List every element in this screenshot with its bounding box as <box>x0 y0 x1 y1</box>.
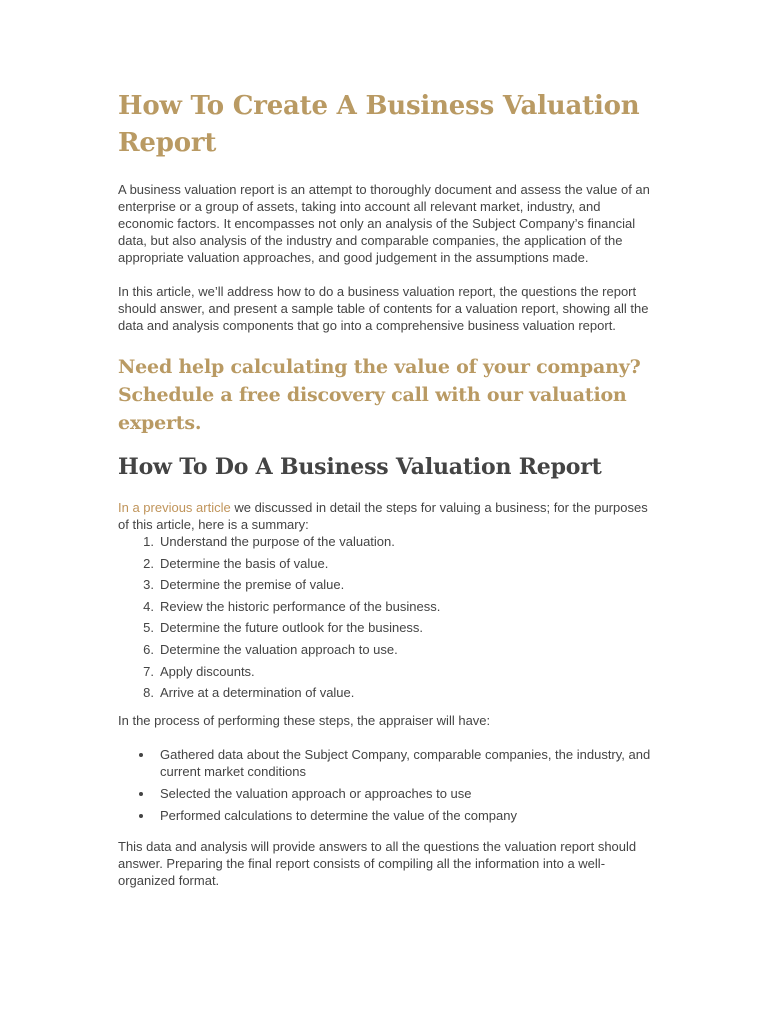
summary-text: we discussed in detail the steps for valuing a business; for the purposes of this article, here is a summary: <box>118 500 648 532</box>
bullet-item: Selected the valuation approach or approaches to use <box>160 785 658 802</box>
summary-paragraph <box>118 499 658 533</box>
closing-paragraph: This data and analysis will provide answers to all the questions the valuation report should answer. Preparing the final report consists of compiling all the information into a well-organized format. <box>118 839 637 889</box>
intro-paragraph-2: In this article, we’ll address how to do a business valuation report, the questions the report should answer, and present a sample table of contents for a valuation report, showing all the data and analysis components that go into a comprehensive business valuation report. <box>118 284 649 333</box>
step-item: Arrive at a determination of value. <box>160 685 355 701</box>
callout-heading[interactable]: Need help calculating the value of your company? Schedule a free discovery call with our valuation experts. <box>118 356 641 434</box>
bullet-item: Performed calculations to determine the value of the company <box>160 807 658 824</box>
previous-article-link[interactable]: In a previous article <box>118 500 231 515</box>
step-item: Determine the future outlook for the business. <box>160 620 424 636</box>
step-item: Determine the premise of value. <box>160 577 345 593</box>
step-item: Determine the valuation approach to use. <box>160 641 398 657</box>
step-item: Understand the purpose of the valuation. <box>160 534 395 549</box>
process-intro: In the process of performing these steps, the appraiser will have: <box>118 713 491 729</box>
step-item: Review the historic performance of the business. <box>160 598 441 614</box>
intro-paragraph-1: A business valuation report is an attempt to thoroughly document and assess the value of an enterprise or a group of assets, taking into account all relevant market, industry, and economic factors. It encompasses not only an analysis of the Subject Company’s financial data, but also analysis of the industry and comparable companies, the application of the appropriate valuation approaches, and good judgement in the assumptions made. <box>118 182 650 265</box>
section-heading: How To Do A Business Valuation Report <box>118 454 602 480</box>
step-item: Apply discounts. <box>160 663 255 679</box>
steps-list <box>118 533 658 701</box>
appraiser-bullet-list <box>118 746 658 824</box>
step-item: Determine the basis of value. <box>160 555 329 571</box>
page-title: How To Create A Business Valuation Report <box>118 91 640 158</box>
bullet-item: Gathered data about the Subject Company, comparable companies, the industry, and current market conditions <box>160 746 658 780</box>
